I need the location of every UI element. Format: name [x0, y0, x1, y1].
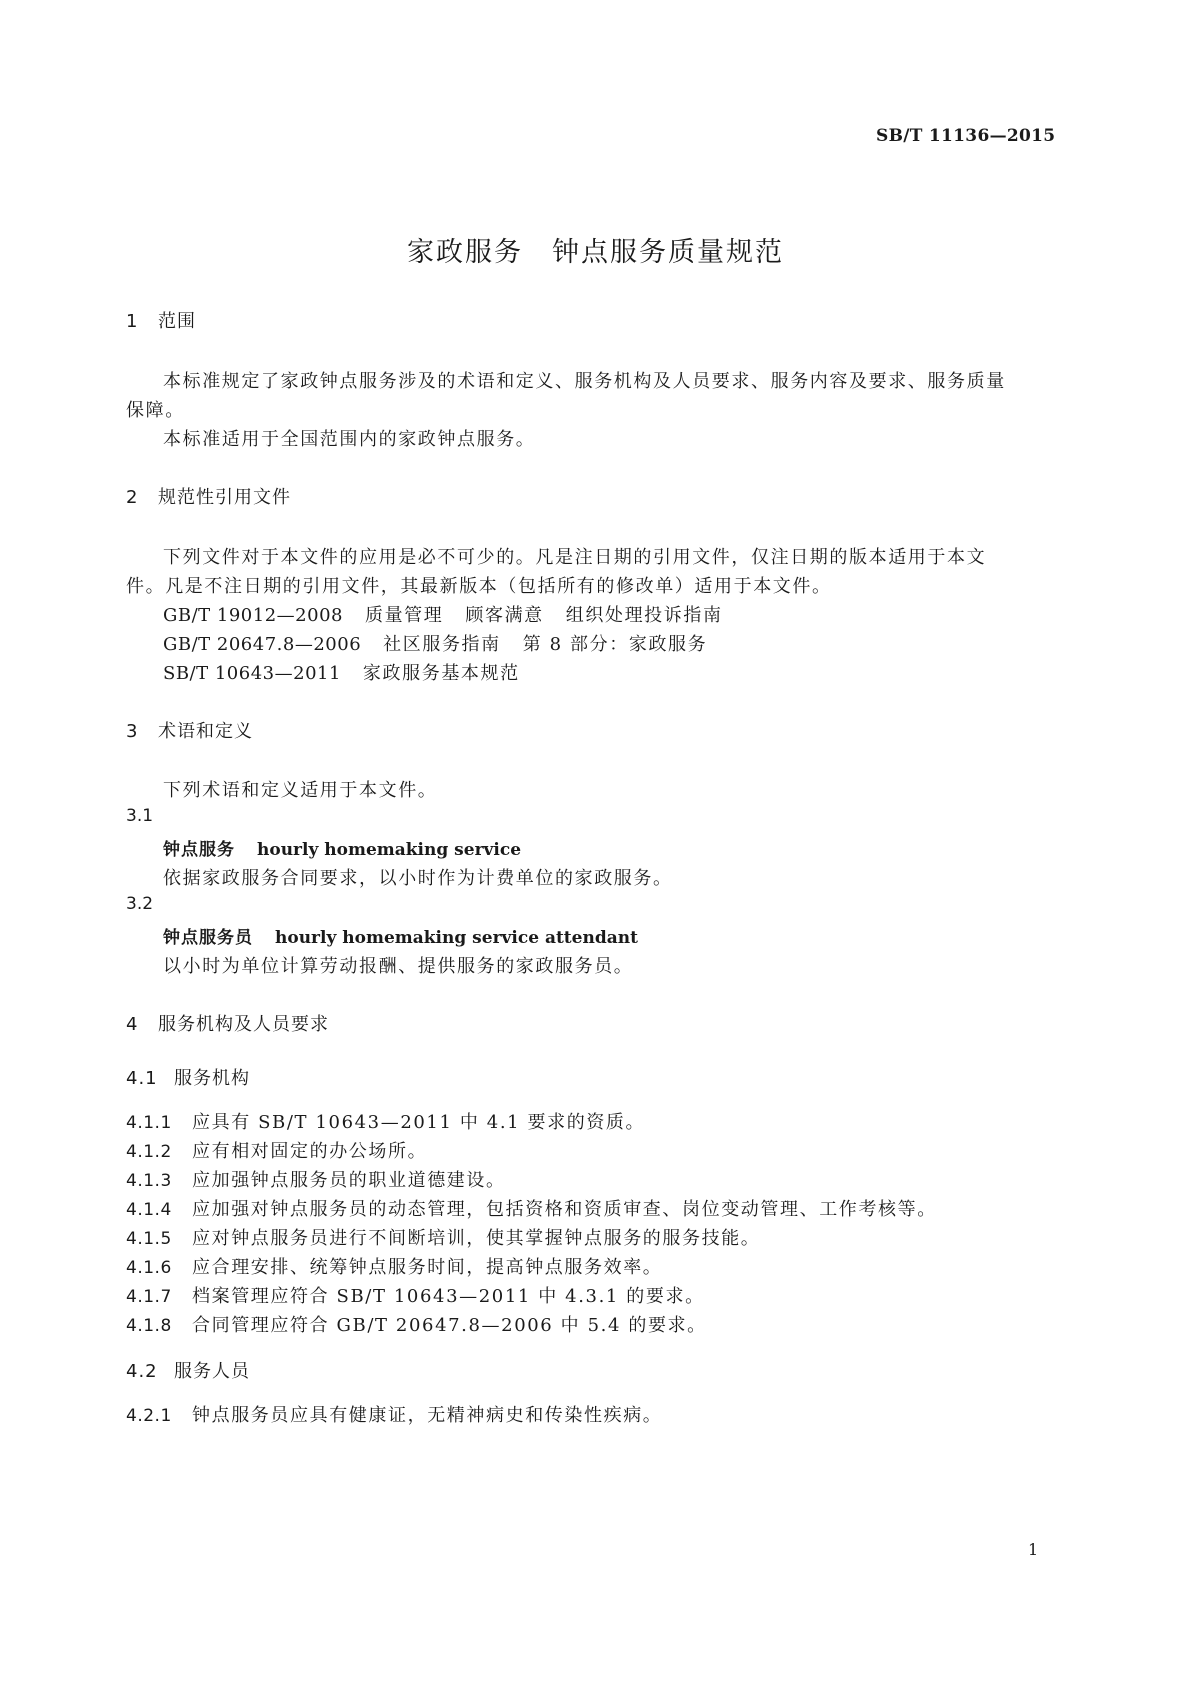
term-chinese: 钟点服务员 — [163, 928, 253, 948]
term-definition: 以小时为单位计算劳动报酬、提供服务的家政服务员。 — [163, 956, 634, 977]
clause — [126, 1166, 506, 1192]
section-4-heading — [126, 1010, 329, 1036]
section-number: 3 — [126, 721, 139, 742]
clause — [126, 1282, 705, 1308]
paragraph-line: 下列文件对于本文件的应用是必不可少的。凡是注日期的引用文件，仅注日期的版本适用于本文 — [163, 547, 987, 568]
reference-title: 社区服务指南 — [383, 634, 501, 655]
term-number: 3.1 — [126, 806, 154, 826]
clause-text: 合同管理应符合 GB/T 20647.8—2006 中 5.4 的要求。 — [192, 1315, 707, 1336]
section-number: 1 — [126, 311, 139, 332]
section-title: 范围 — [158, 311, 196, 332]
clause — [126, 1137, 427, 1163]
subsection-4-1-heading — [126, 1064, 250, 1090]
clause-text: 应加强钟点服务员的职业道德建设。 — [192, 1170, 506, 1191]
paragraph-line: 保障。 — [126, 400, 185, 421]
clause-text: 应有相对固定的办公场所。 — [192, 1141, 428, 1162]
paragraph: 本标准适用于全国范围内的家政钟点服务。 — [163, 429, 536, 450]
normative-reference — [163, 659, 520, 685]
reference-title: 组织处理投诉指南 — [565, 605, 723, 626]
document-title: 家政服务 钟点服务质量规范 — [407, 237, 784, 268]
clause-number: 4.1.6 — [126, 1258, 172, 1278]
reference-title: 第 8 部分：家政服务 — [522, 634, 708, 655]
subsection-number: 4.2 — [126, 1361, 158, 1382]
subsection-title: 服务机构 — [174, 1068, 250, 1089]
section-2-heading — [126, 483, 291, 509]
reference-code: SB/T 10643—2011 — [163, 663, 341, 684]
term-entry — [163, 835, 521, 860]
clause-number: 4.1.5 — [126, 1229, 172, 1249]
clause-number: 4.1.2 — [126, 1142, 172, 1162]
paragraph: 下列术语和定义适用于本文件。 — [163, 780, 438, 801]
clause-number: 4.1.3 — [126, 1171, 172, 1191]
section-3-heading — [126, 717, 253, 743]
standard-code: SB/T 11136—2015 — [876, 126, 1056, 146]
subsection-number: 4.1 — [126, 1068, 158, 1089]
subsection-4-2-heading — [126, 1357, 250, 1383]
section-title: 术语和定义 — [158, 721, 253, 742]
term-english: hourly homemaking service attendant — [275, 928, 638, 948]
section-number: 4 — [126, 1014, 139, 1035]
clause-text: 应对钟点服务员进行不间断培训，使其掌握钟点服务的服务技能。 — [192, 1228, 761, 1249]
clause — [126, 1108, 645, 1134]
clause-number: 4.1.4 — [126, 1200, 172, 1220]
reference-title: 顾客满意 — [465, 605, 544, 626]
paragraph-line: 本标准规定了家政钟点服务涉及的术语和定义、服务机构及人员要求、服务内容及要求、服务质量 — [163, 371, 1006, 392]
section-number: 2 — [126, 487, 139, 508]
paragraph-line: 件。凡是不注日期的引用文件，其最新版本（包括所有的修改单）适用于本文件。 — [126, 576, 832, 597]
clause-text: 档案管理应符合 SB/T 10643—2011 中 4.3.1 的要求。 — [192, 1286, 705, 1307]
section-1-heading — [126, 307, 196, 333]
section-title: 服务机构及人员要求 — [158, 1014, 329, 1035]
normative-reference — [163, 630, 707, 656]
clause-text: 应具有 SB/T 10643—2011 中 4.1 要求的资质。 — [192, 1112, 646, 1133]
reference-code: GB/T 20647.8—2006 — [163, 634, 362, 655]
term-english: hourly homemaking service — [257, 840, 522, 860]
reference-code: GB/T 19012—2008 — [163, 605, 343, 626]
clause — [126, 1401, 662, 1427]
clause — [126, 1224, 760, 1250]
clause-number: 4.1.8 — [126, 1316, 172, 1336]
reference-title: 家政服务基本规范 — [362, 663, 520, 684]
term-definition: 依据家政服务合同要求，以小时作为计费单位的家政服务。 — [163, 868, 673, 889]
term-number: 3.2 — [126, 894, 154, 914]
clause-text: 钟点服务员应具有健康证，无精神病史和传染性疾病。 — [192, 1405, 663, 1426]
term-chinese: 钟点服务 — [163, 840, 235, 860]
clause-number: 4.1.7 — [126, 1287, 172, 1307]
clause-text: 应合理安排、统筹钟点服务时间，提高钟点服务效率。 — [192, 1257, 663, 1278]
clause-number: 4.2.1 — [126, 1406, 172, 1426]
clause — [126, 1311, 707, 1337]
clause — [126, 1195, 937, 1221]
clause-number: 4.1.1 — [126, 1113, 172, 1133]
normative-reference — [163, 601, 723, 627]
subsection-title: 服务人员 — [174, 1361, 250, 1382]
section-title: 规范性引用文件 — [158, 487, 291, 508]
reference-title: 质量管理 — [364, 605, 444, 626]
page-number: 1 — [1028, 1540, 1039, 1559]
clause-text: 应加强对钟点服务员的动态管理，包括资格和资质审查、岗位变动管理、工作考核等。 — [192, 1199, 937, 1220]
term-entry — [163, 923, 638, 948]
clause — [126, 1253, 662, 1279]
